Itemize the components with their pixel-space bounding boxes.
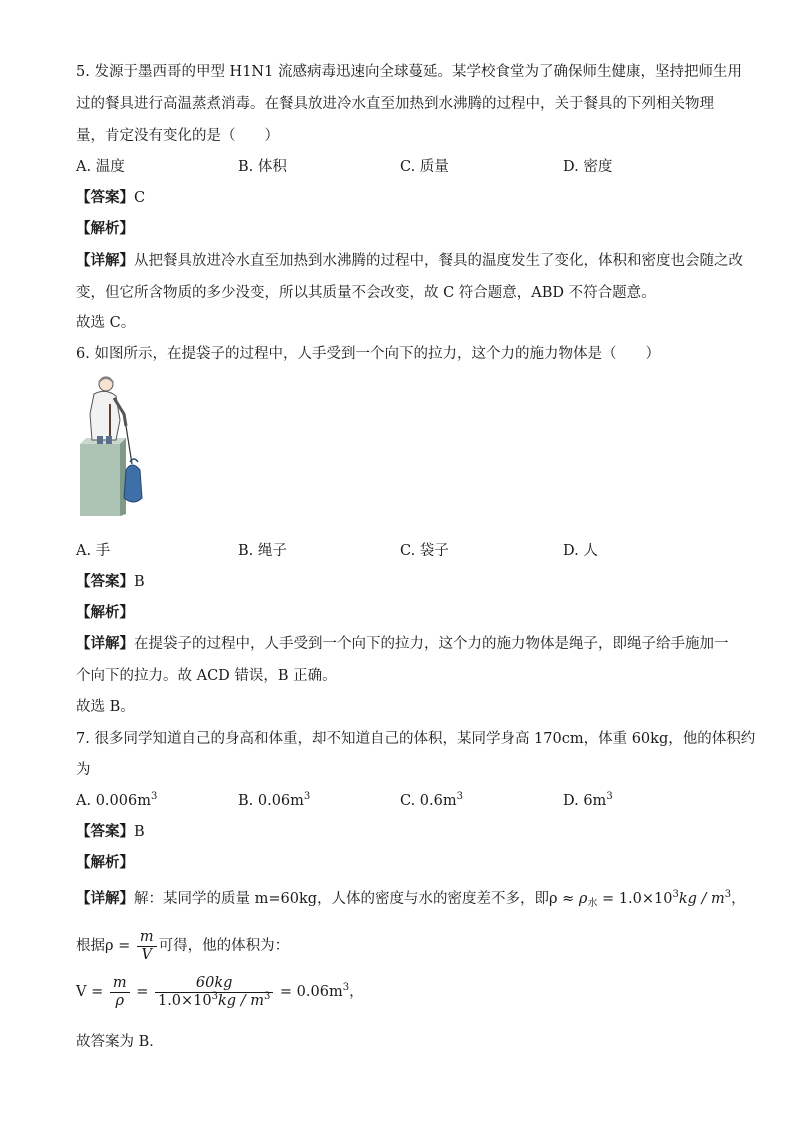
q6-detail-line-2: 个向下的拉力。故 ACD 错误，B 正确。 bbox=[76, 668, 337, 684]
q6-conclusion: 故选 B。 bbox=[76, 699, 135, 715]
volume-fraction bbox=[155, 975, 273, 1010]
cubic-exponent: 3 bbox=[303, 791, 311, 802]
detail-tag: 【详解】 bbox=[76, 890, 134, 907]
q5-answer bbox=[76, 188, 145, 208]
q6-option-b: B. 绳子 bbox=[238, 543, 287, 559]
q5-conclusion: 故选 C。 bbox=[76, 315, 136, 331]
q7-volume-line: V = $\frac{m}{\rho}$ = $\frac{60kg}{1.0\times 10^3kg / m^3}$ = $0.06m^3$， bbox=[76, 974, 364, 1009]
formula-suffix: 可得，他的体积为： bbox=[158, 938, 290, 954]
fraction-denominator: V bbox=[141, 946, 153, 963]
q7-analysis-tag: 【解析】 bbox=[76, 854, 134, 871]
cubic-exponent: 3 bbox=[456, 791, 463, 802]
water-subscript: 水 bbox=[587, 898, 598, 909]
q7-stem-line-1: 7. 很多同学知道自己的身高和体重，却不知道自己的体积，某同学身高 170cm，体重 60kg，他的体积约 bbox=[76, 731, 756, 747]
q5-option-d: D. 密度 bbox=[563, 159, 613, 175]
q7-formula-line bbox=[76, 928, 289, 964]
answer-tag: 【答案】 bbox=[76, 189, 134, 206]
detail-text: 从把餐具放进冷水直至加热到水沸腾的过程中，餐具的温度发生了变化，体积和密度也会随之改 bbox=[134, 253, 743, 269]
q5-stem-line-2: 过的餐具进行高温蒸煮消毒。在餐具放进冷水直至加热到水沸腾的过程中，关于餐具的下列相关物理 bbox=[76, 96, 714, 112]
q7-answer bbox=[76, 822, 145, 842]
q7-conclusion: 故答案为 B． bbox=[76, 1034, 164, 1050]
density-unit: kg / m bbox=[678, 891, 725, 907]
q6-option-c: C. 袋子 bbox=[400, 543, 449, 559]
q7-option-d-text: D. 6m bbox=[563, 793, 607, 809]
volume-label: V = bbox=[76, 984, 108, 1000]
density-value: = 1.0×10 bbox=[597, 891, 673, 907]
cubic-exponent: 3 bbox=[150, 791, 158, 802]
q7-option-c-text: C. 0.6m bbox=[400, 793, 457, 809]
q5-stem-line-3: 量，肯定没有变化的是（ ） bbox=[76, 128, 279, 144]
volume-result: = 0.06m bbox=[275, 984, 343, 1000]
old-man-lifting-bag-illustration bbox=[80, 374, 160, 516]
q6-analysis-tag: 【解析】 bbox=[76, 604, 134, 621]
q6-option-a: A. 手 bbox=[76, 543, 111, 559]
q7-stem-line-2: 为 bbox=[76, 762, 91, 778]
detail-tag: 【详解】 bbox=[76, 252, 134, 269]
density-end: ， bbox=[731, 891, 746, 907]
q7-option-c bbox=[400, 791, 463, 811]
answer-value: B bbox=[134, 574, 145, 590]
fraction-numerator: m bbox=[137, 929, 157, 947]
q5-stem-line-1: 5. 发源于墨西哥的甲型 H1N1 流感病毒迅速向全球蔓延。某学校食堂为了确保师生健康，坚持把师生用 bbox=[76, 64, 742, 80]
q7-detail-line-1 bbox=[76, 889, 746, 909]
q7-option-b bbox=[238, 791, 310, 811]
fraction-denominator: ρ bbox=[115, 992, 124, 1009]
figure-icon bbox=[80, 374, 160, 516]
q6-option-d: D. 人 bbox=[563, 543, 598, 559]
q6-answer bbox=[76, 572, 145, 592]
volume-numerator: 60kg bbox=[155, 975, 273, 993]
volume-result-exponent: 3 bbox=[342, 982, 350, 993]
formula-prefix: 根据ρ = bbox=[76, 938, 135, 954]
cubic-exponent: 3 bbox=[606, 791, 613, 802]
q7-option-a bbox=[76, 791, 157, 811]
q5-detail-line-2: 变，但它所含物质的多少没变，所以其质量不会改变，故 C 符合题意，ABD 不符合题意。 bbox=[76, 285, 656, 301]
density-unit-exponent: 3 bbox=[724, 889, 732, 900]
fraction-numerator: m bbox=[110, 975, 130, 993]
answer-value: C bbox=[134, 190, 146, 206]
answer-tag: 【答案】 bbox=[76, 573, 134, 590]
detail-tag: 【详解】 bbox=[76, 635, 134, 652]
volume-end: ， bbox=[349, 984, 364, 1000]
density-fraction bbox=[137, 929, 157, 964]
q5-detail-line-1 bbox=[76, 251, 743, 271]
q5-option-c: C. 质量 bbox=[400, 159, 449, 175]
detail-text: 解：某同学的质量 m=60kg，人体的密度与水的密度差不多，即ρ ≈ bbox=[134, 891, 579, 907]
m-over-rho-fraction bbox=[110, 975, 130, 1010]
rho-symbol: ρ bbox=[578, 891, 588, 907]
volume-denominator: $1.0\times 10^3kg / m^3$ bbox=[157, 990, 271, 1009]
q5-analysis-tag: 【解析】 bbox=[76, 220, 134, 237]
answer-tag: 【答案】 bbox=[76, 823, 134, 840]
q5-option-b: B. 体积 bbox=[238, 159, 287, 175]
q7-option-a-text: A. 0.006m bbox=[76, 793, 151, 809]
q5-option-a: A. 温度 bbox=[76, 159, 125, 175]
q6-detail-line-1 bbox=[76, 634, 729, 654]
q7-option-d bbox=[563, 791, 613, 811]
q6-stem-line-1: 6. 如图所示，在提袋子的过程中，人手受到一个向下的拉力，这个力的施力物体是（ ） bbox=[76, 346, 660, 362]
density-exponent: 3 bbox=[672, 889, 679, 900]
detail-text: 在提袋子的过程中，人手受到一个向下的拉力，这个力的施力物体是绳子，即绳子给手施加一 bbox=[134, 636, 729, 652]
q7-option-b-text: B. 0.06m bbox=[238, 793, 304, 809]
answer-value: B bbox=[134, 824, 145, 840]
